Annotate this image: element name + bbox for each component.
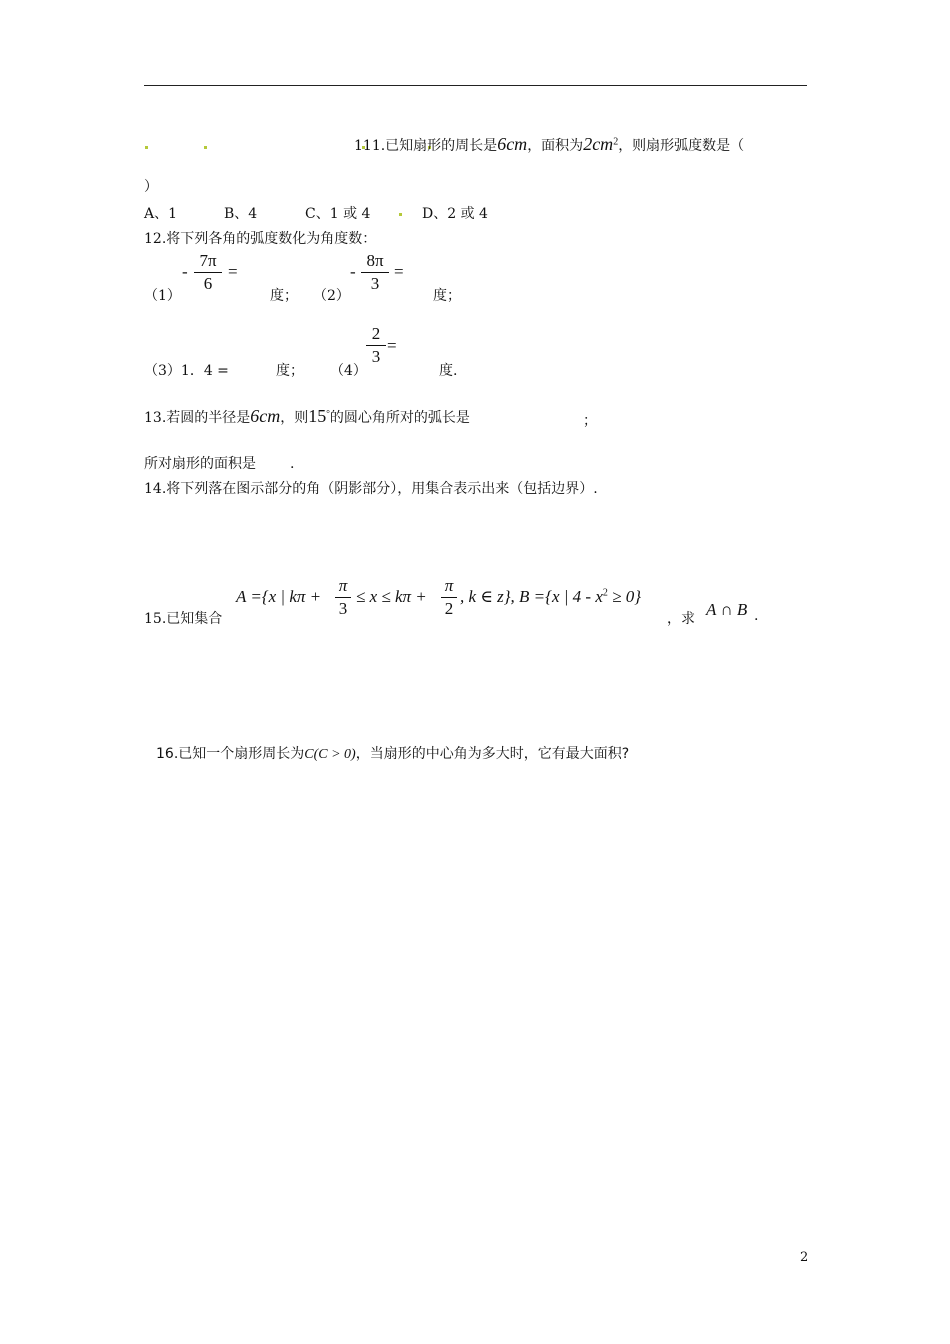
angle-value: 15 (308, 406, 327, 426)
pi-over-2-fraction (441, 576, 457, 619)
perimeter-value: 6cm (497, 134, 528, 154)
set-b-text: , k ∈ z}, B ={x | 4 - x (460, 587, 603, 606)
question-15-period: . (754, 608, 759, 624)
question-number: 11 (354, 138, 372, 154)
fraction-bar (441, 597, 457, 598)
set-a-end (460, 587, 641, 607)
part-2-equals: = (394, 262, 404, 281)
part-1-equals: = (228, 262, 238, 281)
option-b: B、4 (224, 206, 258, 222)
question-text: 所对扇形的面积是 (144, 456, 256, 472)
fraction-bar (361, 272, 389, 273)
question-text: . (290, 456, 295, 472)
option-d: D、2 或 4 (422, 206, 488, 222)
question-11 (354, 134, 744, 155)
question-13-semicolon: ； (583, 413, 597, 429)
fraction-denominator: 6 (203, 274, 213, 293)
decorative-dot (145, 146, 148, 149)
question-text: ，当扇形的中心角为多大时，它有最大面积? (355, 746, 630, 762)
question-text: ，则扇形弧度数是（ (618, 138, 745, 154)
part-2-unit: 度； (433, 288, 461, 304)
part-1-label: （1） (144, 288, 181, 304)
option-c: C、1 或 4 (305, 206, 371, 222)
fraction-denominator: 3 (370, 274, 380, 293)
question-text: ，则 (280, 410, 309, 426)
question-13 (144, 406, 470, 427)
fraction-numerator: π (444, 576, 454, 595)
fraction-numerator: 2 (371, 324, 381, 343)
option-a: A、1 (144, 206, 178, 222)
area-exponent: 2 (613, 136, 619, 148)
question-text: 13.若圆的半径是 (144, 410, 251, 426)
question-11-close: ） (144, 179, 158, 195)
degree-symbol: ° (326, 408, 330, 419)
set-b-end: ≥ 0} (607, 587, 642, 606)
header-rule (144, 85, 807, 86)
part-1-sign: - (182, 262, 188, 281)
decorative-dot (204, 146, 207, 149)
pi-over-3-fraction (335, 576, 351, 619)
question-16 (156, 743, 629, 763)
question-14: 14.将下列落在图示部分的角（阴影部分），用集合表示出来（包括边界）. (144, 481, 598, 497)
part-3-unit: 度； (276, 363, 304, 379)
part-4-unit: 度. (439, 363, 458, 379)
set-a-start: A ={x | kπ + (236, 587, 322, 606)
area-value: 2cm (583, 134, 614, 154)
radius-value: 6cm (250, 406, 281, 426)
fraction-bar (335, 597, 351, 598)
part-3-label: （3）1．4 = (144, 363, 229, 379)
exponent: 2 (602, 587, 608, 599)
question-12-title: 12.将下列各角的弧度数化为角度数： (144, 231, 377, 247)
part-2-label: （2） (313, 288, 350, 304)
fraction-denominator: 3 (371, 347, 381, 366)
fraction-numerator: 8π (366, 251, 384, 270)
question-13-line2 (144, 453, 294, 473)
fraction-numerator: 7π (199, 251, 217, 270)
question-text: 16.已知一个扇形周长为 (156, 746, 305, 762)
fraction-bar (366, 345, 386, 346)
question-text: ，面积为 (527, 138, 584, 154)
question-text: 的圆心角所对的弧长是 (329, 410, 470, 426)
part-2-sign: - (350, 262, 356, 281)
set-a-middle: ≤ x ≤ kπ + (356, 587, 427, 606)
page-number: 2 (800, 1250, 809, 1265)
question-text: 1.已知扇形的周长是 (371, 138, 498, 154)
part-1-unit: 度； (270, 288, 298, 304)
question-15-ask: ，求 (667, 611, 695, 627)
part-4-equals: = (387, 336, 397, 355)
part-2-fraction (361, 251, 389, 294)
intersection-target: A ∩ B (706, 600, 748, 619)
condition: C(C > 0) (304, 747, 356, 762)
part-4-fraction (366, 324, 386, 367)
fraction-denominator: 2 (444, 599, 454, 618)
part-4-label: （4） (330, 363, 367, 379)
decorative-dot (399, 213, 402, 216)
fraction-numerator: π (338, 576, 348, 595)
fraction-denominator: 3 (338, 599, 348, 618)
question-15-prefix: 15.已知集合 (144, 611, 223, 627)
part-1-fraction (194, 251, 222, 294)
fraction-bar (194, 272, 222, 273)
